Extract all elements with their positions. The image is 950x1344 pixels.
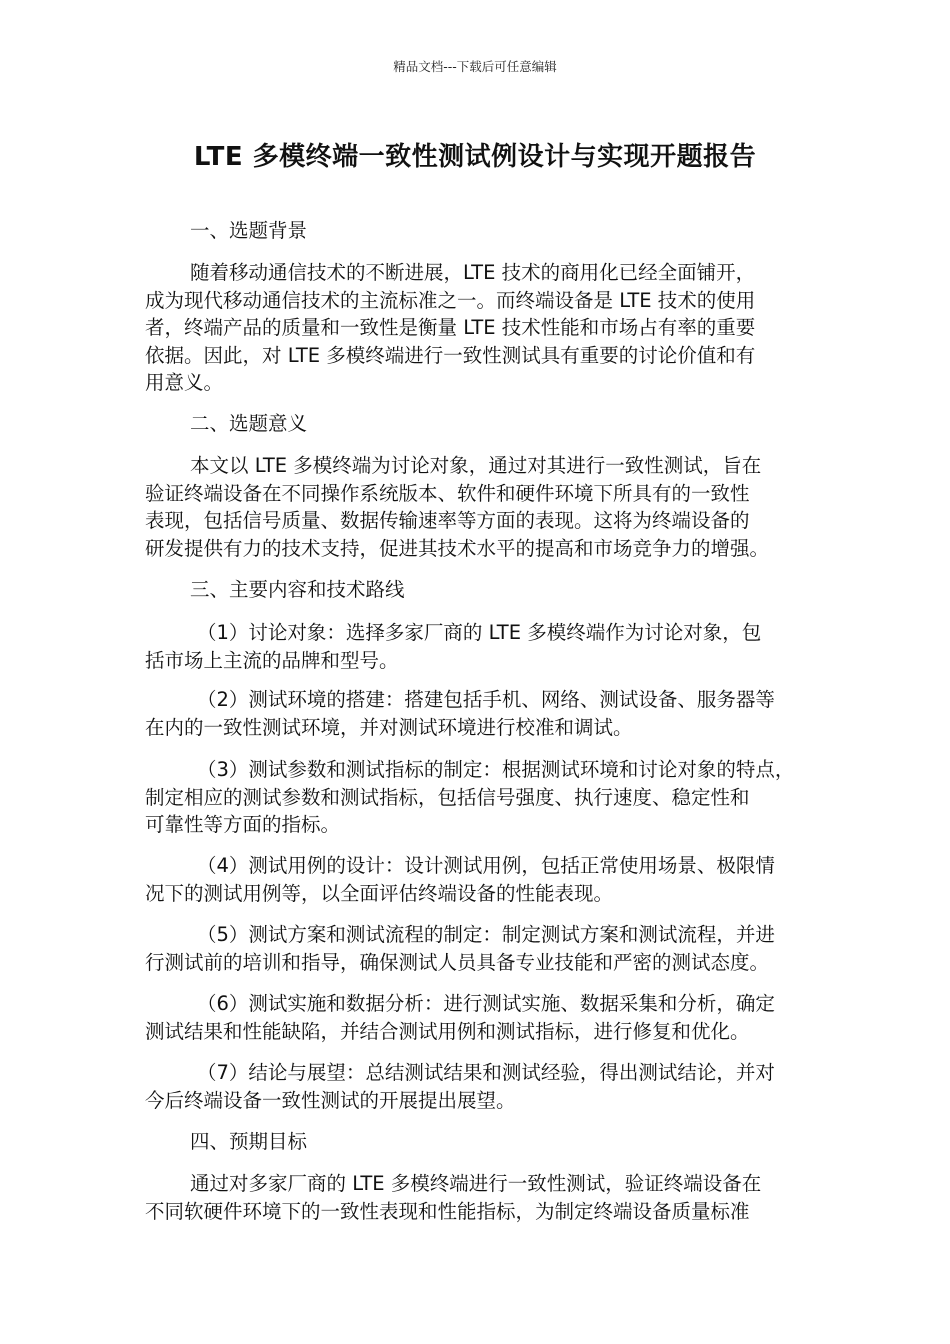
header-note: 精品文档---下载后可任意编辑 (393, 59, 557, 74)
section-heading-goals: 四、预期目标 (190, 1130, 308, 1153)
list-item-line: （4）测试用例的设计：设计测试用例，包括正常使用场景、极限情 (197, 854, 775, 877)
list-item-line: 可靠性等方面的指标。 (145, 813, 341, 836)
list-item (145, 921, 817, 976)
paragraph-line: 验证终端设备在不同操作系统版本、软件和硬件环境下所具有的一致性 (145, 481, 750, 505)
list-item (145, 686, 817, 741)
section-heading-background: 一、选题背景 (190, 219, 308, 242)
list-item-line: 制定相应的测试参数和测试指标，包括信号强度、执行速度、稳定性和 (145, 785, 750, 809)
list-item (145, 756, 817, 839)
paragraph-line: 本文以 LTE 多模终端为讨论对象，通过对其进行一致性测试，旨在 (190, 454, 762, 477)
list-item-line: （7）结论与展望：总结测试结果和测试经验，得出测试结论，并对 (197, 1061, 775, 1084)
section-heading-main-content: 三、主要内容和技术路线 (190, 578, 405, 601)
list-item-line: （5）测试方案和测试流程的制定：制定测试方案和测试流程，并进 (197, 923, 775, 946)
list-item-line: 测试结果和性能缺陷，并结合测试用例和测试指标，进行修复和优化。 (145, 1019, 750, 1043)
goals-paragraph (145, 1170, 817, 1225)
list-item-line: （6）测试实施和数据分析：进行测试实施、数据采集和分析，确定 (197, 992, 775, 1015)
paragraph-line: 随着移动通信技术的不断进展，LTE 技术的商用化已经全面铺开， (190, 261, 756, 284)
paragraph-line: 表现，包括信号质量、数据传输速率等方面的表现。这将为终端设备的 (145, 509, 750, 532)
list-item-line: 行测试前的培训和指导，确保测试人员具备专业技能和严密的测试态度。 (145, 950, 770, 974)
list-item (145, 619, 817, 674)
list-item-line: （1）讨论对象：选择多家厂商的 LTE 多模终端作为讨论对象，包 (197, 621, 762, 644)
list-item-line: （2）测试环境的搭建：搭建包括手机、网络、测试设备、服务器等 (197, 688, 775, 711)
list-item-line: 在内的一致性测试环境，并对测试环境进行校准和调试。 (145, 715, 633, 739)
list-item (145, 990, 817, 1045)
section-heading-significance: 二、选题意义 (190, 412, 308, 435)
list-item-line: （3）测试参数和测试指标的制定：根据测试环境和讨论对象的特点， (197, 758, 795, 781)
list-item (145, 852, 817, 907)
list-item (145, 1059, 817, 1114)
paragraph-line: 用意义。 (145, 371, 224, 394)
document-title: LTE 多模终端一致性测试例设计与实现开题报告 (193, 142, 757, 172)
paragraph-line: 成为现代移动通信技术的主流标准之一。而终端设备是 LTE 技术的使用 (145, 288, 756, 312)
paragraph-line: 通过对多家厂商的 LTE 多模终端进行一致性测试，验证终端设备在 (190, 1172, 762, 1195)
paragraph-line: 不同软硬件环境下的一致性表现和性能指标，为制定终端设备质量标准 (145, 1199, 750, 1223)
paragraph-line: 依据。因此，对 LTE 多模终端进行一致性测试具有重要的讨论价值和有 (145, 343, 756, 367)
list-item-line: 况下的测试用例等，以全面评估终端设备的性能表现。 (145, 881, 614, 905)
paragraph-line: 者，终端产品的质量和一致性是衡量 LTE 技术性能和市场占有率的重要 (145, 316, 756, 339)
significance-paragraph (145, 452, 817, 562)
paragraph-line: 研发提供有力的技术支持，促进其技术水平的提高和市场竞争力的增强。 (145, 536, 770, 560)
background-paragraph (145, 259, 817, 397)
list-item-line: 今后终端设备一致性测试的开展提出展望。 (145, 1088, 516, 1112)
list-item-line: 括市场上主流的品牌和型号。 (145, 648, 399, 672)
